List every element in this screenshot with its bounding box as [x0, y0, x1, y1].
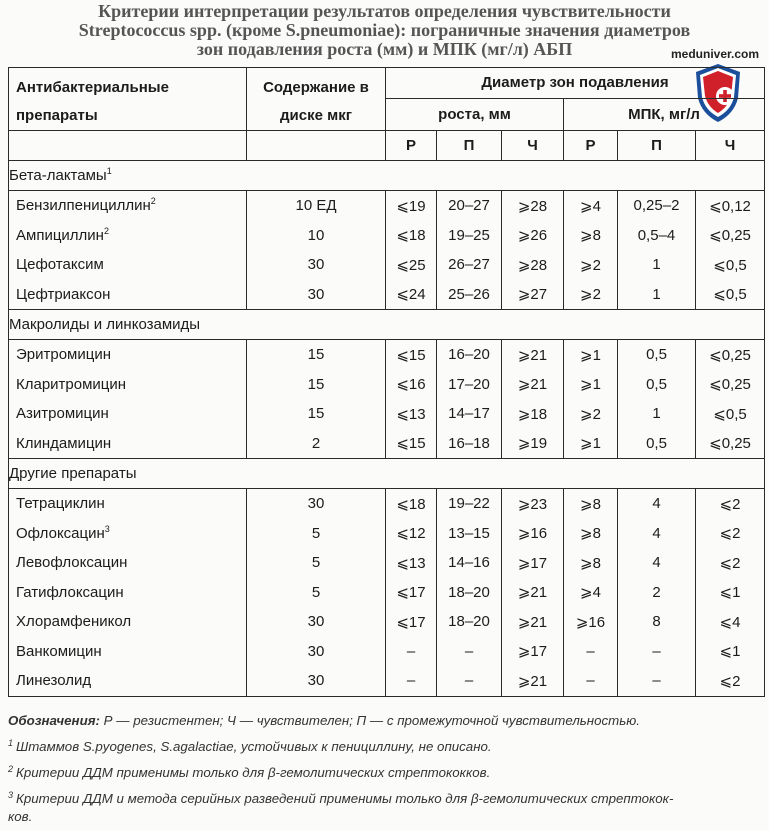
- section-title: [9, 459, 765, 489]
- drug-name-cell: [9, 250, 247, 280]
- zone-ch-cell: ⩾21: [502, 340, 564, 370]
- table-row: [9, 637, 765, 667]
- drug-name: Эритромицин: [16, 346, 112, 364]
- legend-text: Р — резистентен; Ч — чувствителен; П — с промежуточной чувствительностью.: [99, 713, 640, 728]
- zone-ch-cell: ⩾19: [502, 429, 564, 459]
- drug-name: Офлоксацин: [16, 524, 105, 542]
- zone-p-cell: 25–26: [437, 280, 502, 310]
- zone-r-cell: ⩽15: [386, 429, 437, 459]
- drug-name-cell: [9, 578, 247, 608]
- site-name: meduniver.com: [671, 47, 760, 61]
- zone-p-cell: 13–15: [437, 519, 502, 549]
- table-row: [9, 519, 765, 549]
- disk-cell: 30: [247, 250, 386, 280]
- zone-ch-cell: ⩾16: [502, 519, 564, 549]
- disk-cell: 5: [247, 519, 386, 549]
- drug-name-cell: [9, 666, 247, 696]
- mic-ch-cell: ⩽0,5: [696, 399, 765, 429]
- drug-name: Азитромицин: [16, 405, 109, 423]
- section-header: [9, 310, 765, 340]
- table-row: [9, 250, 765, 280]
- disk-cell: 30: [247, 666, 386, 696]
- mic-ch-cell: ⩽0,12: [696, 191, 765, 221]
- zone-p-cell: 18–20: [437, 578, 502, 608]
- footnotes: [8, 710, 764, 828]
- drug-name: Цефтриаксон: [16, 285, 111, 303]
- mic-p-cell: –: [618, 637, 696, 667]
- mic-p-cell: 1: [618, 250, 696, 280]
- mic-r-cell: ⩾8: [564, 519, 618, 549]
- zone-ch-cell: ⩾17: [502, 548, 564, 578]
- zone-p-cell: 14–16: [437, 548, 502, 578]
- mic-p-cell: 4: [618, 519, 696, 549]
- table-row: [9, 548, 765, 578]
- mic-r-cell: ⩾2: [564, 280, 618, 310]
- zone-r-cell: ⩽17: [386, 578, 437, 608]
- footnote-2: [8, 758, 764, 784]
- mic-r-cell: ⩾4: [564, 578, 618, 608]
- zone-r-cell: ⩽16: [386, 370, 437, 400]
- table-header: [9, 68, 765, 161]
- mic-ch-cell: ⩽4: [696, 607, 765, 637]
- mic-p-cell: 1: [618, 280, 696, 310]
- disk-cell: 30: [247, 607, 386, 637]
- zone-r-cell: ⩽24: [386, 280, 437, 310]
- mic-r-cell: ⩾16: [564, 607, 618, 637]
- mic-ch-header: Ч: [696, 131, 765, 161]
- section-rows: [9, 191, 765, 310]
- page-title: [0, 2, 769, 59]
- criteria-table: [8, 67, 765, 697]
- zone-r-cell: ⩽19: [386, 191, 437, 221]
- zone-ch-cell: ⩾17: [502, 637, 564, 667]
- drug-name-cell: [9, 489, 247, 519]
- mic-r-cell: ⩾8: [564, 548, 618, 578]
- disk-cell: 5: [247, 548, 386, 578]
- disk-cell: 30: [247, 489, 386, 519]
- zone-p-cell: 14–17: [437, 399, 502, 429]
- title-line-3: зон подавления роста (мм) и МПК (мг/л) АБП: [196, 39, 573, 59]
- drug-name: Кларитромицин: [16, 375, 127, 393]
- table-row: [9, 399, 765, 429]
- footnote-mark: 1: [8, 738, 14, 748]
- footnote-text: Критерии ДДМ и метода серийных разведений применимы только для β-гемолитических стрептокок-: [16, 791, 674, 806]
- zone-p-cell: 19–25: [437, 221, 502, 251]
- zone-ch-cell: ⩾23: [502, 489, 564, 519]
- zone-ch-cell: ⩾28: [502, 191, 564, 221]
- disk-cell: 10 ЕД: [247, 191, 386, 221]
- mic-r-cell: ⩾8: [564, 489, 618, 519]
- zone-r-cell: ⩽15: [386, 340, 437, 370]
- table-row: [9, 666, 765, 696]
- drug-name-cell: [9, 191, 247, 221]
- table-row: [9, 607, 765, 637]
- mic-p-cell: –: [618, 666, 696, 696]
- zone-p-cell: 26–27: [437, 250, 502, 280]
- mic-r-cell: ⩾2: [564, 250, 618, 280]
- footnote-mark: 3: [8, 790, 14, 800]
- mic-r-cell: ⩾1: [564, 340, 618, 370]
- mic-ch-cell: ⩽0,25: [696, 340, 765, 370]
- drug-name-cell: [9, 370, 247, 400]
- zone-r-cell: ⩽13: [386, 399, 437, 429]
- zone-r-cell: ⩽18: [386, 489, 437, 519]
- zone-r-cell: –: [386, 637, 437, 667]
- drug-name: Цефотаксим: [16, 256, 104, 274]
- zone-r-cell: ⩽17: [386, 607, 437, 637]
- disk-cell: 30: [247, 637, 386, 667]
- mic-ch-cell: ⩽0,25: [696, 221, 765, 251]
- zone-r-cell: ⩽25: [386, 250, 437, 280]
- title-line-2: Streptococcus spp. (кроме S.pneumoniae): пограничные значения диаметров: [78, 20, 691, 40]
- disk-cell: 5: [247, 578, 386, 608]
- zone-ch-cell: ⩾21: [502, 578, 564, 608]
- mic-ch-cell: ⩽0,5: [696, 280, 765, 310]
- drug-name: Хлорамфеникол: [16, 613, 132, 631]
- disk-cell: 10: [247, 221, 386, 251]
- mic-p-cell: 4: [618, 548, 696, 578]
- mic-ch-cell: ⩽0,5: [696, 250, 765, 280]
- mic-ch-cell: ⩽1: [696, 578, 765, 608]
- drug-name-cell: [9, 399, 247, 429]
- mic-subheader: МПК, мг/л: [564, 98, 765, 130]
- mic-r-cell: ⩾4: [564, 191, 618, 221]
- zone-p-cell: 18–20: [437, 607, 502, 637]
- zone-r-cell: ⩽13: [386, 548, 437, 578]
- drug-name-cell: [9, 221, 247, 251]
- section-rows: [9, 340, 765, 459]
- table-row: [9, 370, 765, 400]
- drug-name: Ванкомицин: [16, 642, 102, 660]
- table-row: [9, 191, 765, 221]
- table-row: [9, 578, 765, 608]
- footnote-text: Штаммов S.pyogenes, S.agalactiae, устойчивых к пенициллину, не описано.: [16, 739, 492, 754]
- mic-p-cell: 0,5: [618, 429, 696, 459]
- drug-footnote-mark: 3: [104, 523, 110, 534]
- zone-p-cell: –: [437, 666, 502, 696]
- drug-name-cell: [9, 519, 247, 549]
- table-row: [9, 280, 765, 310]
- drug-name-cell: [9, 340, 247, 370]
- section-rows: [9, 489, 765, 697]
- drug-name-cell: [9, 548, 247, 578]
- mic-p-cell: 4: [618, 489, 696, 519]
- mic-p-cell: 8: [618, 607, 696, 637]
- mic-r-header: Р: [564, 131, 618, 161]
- zone-ch-header: Ч: [502, 131, 564, 161]
- legend-label: Обозначения:: [8, 713, 100, 728]
- drug-footnote-mark: 2: [150, 196, 156, 207]
- drug-name-cell: [9, 280, 247, 310]
- table-row: [9, 429, 765, 459]
- mic-p-cell: 2: [618, 578, 696, 608]
- table-row: [9, 489, 765, 519]
- mic-p-cell: 0,5–4: [618, 221, 696, 251]
- disk-cell: 15: [247, 340, 386, 370]
- section-header: [9, 459, 765, 489]
- zone-p-cell: 19–22: [437, 489, 502, 519]
- growth-subheader: роста, мм: [386, 98, 564, 130]
- drug-name-cell: [9, 429, 247, 459]
- zone-ch-cell: ⩾27: [502, 280, 564, 310]
- section-name: Макролиды и линкозамиды: [9, 316, 201, 333]
- zone-p-cell: 16–18: [437, 429, 502, 459]
- mic-ch-cell: ⩽0,25: [696, 370, 765, 400]
- zone-group-header: Диаметр зон подавления: [386, 68, 765, 99]
- drug-name-cell: [9, 607, 247, 637]
- zone-p-cell: –: [437, 637, 502, 667]
- section-name: Бета-лактамы: [9, 167, 107, 184]
- disk-cell: 15: [247, 399, 386, 429]
- footnote-3: [8, 784, 764, 810]
- zone-r-cell: –: [386, 666, 437, 696]
- mic-r-cell: ⩾8: [564, 221, 618, 251]
- table-row: [9, 221, 765, 251]
- section-footnote-mark: 1: [106, 166, 112, 176]
- mic-ch-cell: ⩽2: [696, 666, 765, 696]
- drug-name: Линезолид: [16, 672, 92, 690]
- zone-p-cell: 16–20: [437, 340, 502, 370]
- mic-r-cell: ⩾1: [564, 429, 618, 459]
- zone-ch-cell: ⩾21: [502, 607, 564, 637]
- drug-footnote-mark: 2: [103, 225, 109, 236]
- mic-r-cell: –: [564, 637, 618, 667]
- drug-name: Левофлоксацин: [16, 554, 128, 572]
- zone-p-header: П: [437, 131, 502, 161]
- zone-p-cell: 20–27: [437, 191, 502, 221]
- section-title: [9, 310, 765, 340]
- mic-r-cell: ⩾2: [564, 399, 618, 429]
- mic-p-cell: 1: [618, 399, 696, 429]
- table-row: [9, 340, 765, 370]
- disk-cell: 30: [247, 280, 386, 310]
- disk-cell: 2: [247, 429, 386, 459]
- drug-name-cell: [9, 637, 247, 667]
- section-title: [9, 161, 765, 191]
- zone-p-cell: 17–20: [437, 370, 502, 400]
- footnote-mark: 2: [8, 764, 14, 774]
- mic-ch-cell: ⩽2: [696, 489, 765, 519]
- drug-column-header: Антибактериальные препараты: [9, 68, 247, 131]
- drug-name: Гатифлоксацин: [16, 583, 124, 601]
- zone-ch-cell: ⩾18: [502, 399, 564, 429]
- mic-ch-cell: ⩽0,25: [696, 429, 765, 459]
- disk-column-header: Содержание в диске мкг: [247, 68, 386, 131]
- mic-r-cell: –: [564, 666, 618, 696]
- mic-p-cell: 0,25–2: [618, 191, 696, 221]
- zone-r-header: Р: [386, 131, 437, 161]
- zone-ch-cell: ⩾21: [502, 370, 564, 400]
- mic-ch-cell: ⩽1: [696, 637, 765, 667]
- mic-ch-cell: ⩽2: [696, 519, 765, 549]
- zone-r-cell: ⩽18: [386, 221, 437, 251]
- drug-name: Ампициллин: [16, 226, 104, 244]
- zone-ch-cell: ⩾26: [502, 221, 564, 251]
- mic-r-cell: ⩾1: [564, 370, 618, 400]
- drug-name: Клиндамицин: [16, 434, 112, 452]
- mic-p-header: П: [618, 131, 696, 161]
- drug-name: Тетрациклин: [16, 495, 105, 513]
- footnote-text: Критерии ДДМ применимы только для β-гемолитических стрептококков.: [16, 765, 491, 780]
- zone-ch-cell: ⩾28: [502, 250, 564, 280]
- footnote-3-continuation: ков.: [8, 809, 33, 824]
- mic-p-cell: 0,5: [618, 370, 696, 400]
- section-header: [9, 161, 765, 191]
- footnote-1: [8, 732, 764, 758]
- section-name: Другие препараты: [9, 465, 137, 482]
- legend-note: [8, 710, 764, 732]
- mic-p-cell: 0,5: [618, 340, 696, 370]
- mic-ch-cell: ⩽2: [696, 548, 765, 578]
- zone-r-cell: ⩽12: [386, 519, 437, 549]
- zone-ch-cell: ⩾21: [502, 666, 564, 696]
- disk-cell: 15: [247, 370, 386, 400]
- title-line-1: Критерии интерпретации результатов определения чувствительности: [98, 1, 671, 21]
- drug-name: Бензилпенициллин: [16, 197, 151, 215]
